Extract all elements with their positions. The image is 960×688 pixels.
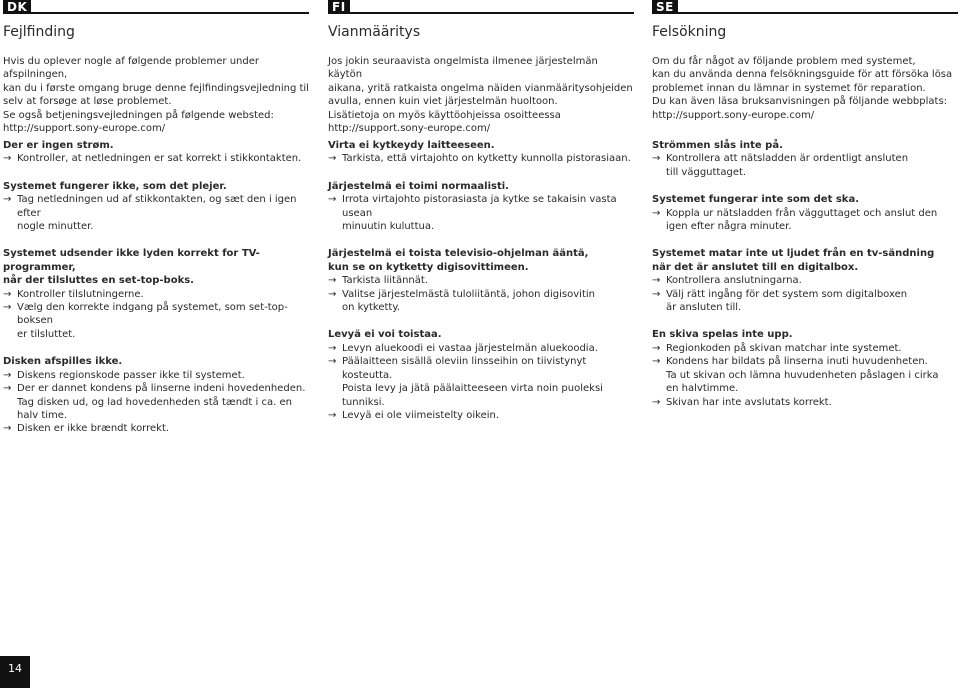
intro-line: problemet innan du lämnar in systemet för reparation. [652, 82, 926, 94]
arrow-icon: → [3, 288, 12, 300]
intro-text [328, 55, 634, 135]
solution-item [3, 301, 309, 341]
problem-section [3, 355, 309, 435]
arrow-icon: → [652, 207, 661, 219]
problem-heading [3, 247, 309, 287]
intro-line: kan du använda denna felsökningsguide för att försöka lösa [652, 69, 953, 81]
solution-line: Skivan har inte avslutats korrekt. [666, 396, 832, 408]
language-tag: SE [652, 0, 678, 14]
solution-item [652, 274, 958, 287]
arrow-icon: → [652, 342, 661, 354]
problem-section [3, 139, 309, 166]
arrow-icon: → [3, 302, 12, 314]
problem-heading [652, 247, 958, 274]
problem-heading [328, 247, 634, 274]
problem-section [652, 247, 958, 314]
arrow-icon: → [328, 288, 337, 300]
problem-heading [3, 355, 309, 368]
solution-item [3, 422, 309, 435]
solution-item [328, 152, 634, 165]
problem-section [328, 139, 634, 166]
arrow-icon: → [652, 153, 661, 165]
solution-line: on kytketty. [342, 302, 401, 314]
section-title: Fejlfinding [3, 24, 75, 40]
heading-line: Disken afspilles ikke. [3, 356, 123, 368]
problem-section [652, 328, 958, 408]
solution-item [652, 342, 958, 355]
arrow-icon: → [652, 356, 661, 368]
solution-item [3, 369, 309, 382]
problem-section [652, 139, 958, 179]
column-se [652, 0, 958, 423]
solution-line: Vælg den korrekte indgang på systemet, som set-top-boksen [17, 302, 288, 327]
solution-line: Levyn aluekoodi ei vastaa järjestelmän aluekoodia. [342, 342, 598, 354]
arrow-icon: → [3, 153, 12, 165]
intro-line: http://support.sony-europe.com/ [328, 123, 491, 135]
header-rule [3, 12, 309, 14]
solution-item [652, 355, 958, 395]
language-tag: DK [3, 0, 31, 14]
solution-line: Kontroller, at netledningen er sat korrekt i stikkontakten. [17, 153, 302, 165]
intro-line: Hvis du oplever nogle af følgende problemer under afspilningen, [3, 56, 260, 81]
arrow-icon: → [328, 194, 337, 206]
solution-line: nogle minutter. [17, 221, 94, 233]
arrow-icon: → [328, 342, 337, 354]
solution-item [652, 288, 958, 315]
intro-text [652, 55, 958, 123]
heading-line: Järjestelmä ei toista televisio-ohjelman ääntä, [328, 248, 589, 260]
solution-line: Välj rätt ingång för det system som digitalboxen [666, 288, 908, 300]
problem-section [328, 328, 634, 422]
solution-line: er tilsluttet. [17, 328, 76, 340]
solution-item [3, 288, 309, 301]
problem-heading [3, 180, 309, 193]
heading-line: Systemet fungerar inte som det ska. [652, 194, 859, 206]
problem-heading [3, 139, 309, 152]
troubleshooting-list [3, 139, 309, 436]
solution-line: till vägguttaget. [666, 166, 747, 178]
solution-line: Kontroller tilslutningerne. [17, 288, 144, 300]
solution-item [328, 409, 634, 422]
heading-line: när det är anslutet till en digitalbox. [652, 261, 859, 273]
intro-line: Lisätietoja on myös käyttöohjeissa osoitteessa [328, 109, 561, 121]
heading-line: Systemet matar inte ut ljudet från en tv-sändning [652, 248, 935, 260]
solution-item [652, 152, 958, 179]
problem-section [3, 247, 309, 341]
solution-line: Poista levy ja jätä päälaitteeseen virta noin puoleksi tunniksi. [342, 383, 603, 408]
solution-line: Tarkista liitännät. [342, 275, 428, 287]
problem-section [652, 193, 958, 233]
column-fi [328, 0, 634, 436]
solution-item [328, 342, 634, 355]
problem-heading [652, 139, 958, 152]
arrow-icon: → [328, 409, 337, 421]
solution-line: Diskens regionskode passer ikke til systemet. [17, 369, 245, 381]
problem-heading [328, 180, 634, 193]
arrow-icon: → [328, 356, 337, 368]
solution-line: minuutin kuluttua. [342, 221, 435, 233]
solution-line: Levyä ei ole viimeistelty oikein. [342, 409, 500, 421]
solution-line: är ansluten till. [666, 302, 742, 314]
arrow-icon: → [3, 383, 12, 395]
problem-heading [328, 328, 634, 341]
solution-item [3, 152, 309, 165]
language-tag: FI [328, 0, 350, 14]
heading-line: Systemet udsender ikke lyden korrekt for TV-programmer, [3, 248, 260, 273]
solution-item [652, 396, 958, 409]
heading-line: Virta ei kytkeydy laitteeseen. [328, 140, 495, 151]
solution-item [3, 382, 309, 422]
solution-line: Der er dannet kondens på linserne indeni hovedenheden. [17, 383, 306, 395]
problem-heading [328, 139, 634, 152]
column-dk [3, 0, 309, 450]
problem-heading [652, 328, 958, 341]
solution-line: Koppla ur nätsladden från vägguttaget och anslut den [666, 207, 938, 219]
troubleshooting-list [652, 139, 958, 409]
arrow-icon: → [3, 369, 12, 381]
arrow-icon: → [652, 288, 661, 300]
solution-line: Tag disken ud, og lad hovedenheden stå tændt i ca. en [17, 396, 292, 408]
arrow-icon: → [3, 194, 12, 206]
arrow-icon: → [652, 396, 661, 408]
solution-line: igen efter några minuter. [666, 221, 792, 233]
language-header [3, 0, 309, 14]
solution-line: en halvtimme. [666, 383, 739, 395]
solution-line: Valitse järjestelmästä tuloliitäntä, johon digisovitin [342, 288, 595, 300]
solution-line: Kondens har bildats på linserna inuti huvudenheten. [666, 356, 928, 368]
solution-line: Ta ut skivan och lämna huvudenheten påslagen i cirka [666, 369, 939, 381]
solution-item [3, 193, 309, 233]
solution-line: Päälaitteen sisällä oleviin linsseihin on tiivistynyt kosteutta. [342, 356, 587, 381]
intro-line: avulla, ennen kuin viet järjestelmän huoltoon. [328, 96, 558, 108]
heading-line: når der tilsluttes en set-top-boks. [3, 275, 194, 287]
solution-line: Kontrollera anslutningarna. [666, 275, 802, 287]
language-header [652, 0, 958, 14]
intro-line: http://support.sony-europe.com/ [652, 109, 815, 121]
intro-line: http://support.sony-europe.com/ [3, 123, 166, 135]
solution-item [328, 193, 634, 233]
heading-line: Systemet fungerer ikke, som det plejer. [3, 180, 227, 192]
solution-line: halv time. [17, 409, 68, 421]
header-rule [652, 12, 958, 14]
language-header [328, 0, 634, 14]
solution-line: Kontrollera att nätsladden är ordentligt ansluten [666, 153, 909, 165]
solution-line: Tarkista, että virtajohto on kytketty kunnolla pistorasiaan. [342, 153, 631, 165]
heading-line: kun se on kytketty digisovittimeen. [328, 261, 529, 273]
solution-line: Regionkoden på skivan matchar inte systemet. [666, 342, 902, 354]
intro-line: kan du i første omgang bruge denne fejlfindingsvejledning til [3, 82, 309, 94]
solution-item [328, 288, 634, 315]
intro-line: Se også betjeningsvejledningen på følgende websted: [3, 109, 274, 121]
arrow-icon: → [652, 275, 661, 287]
solution-item [328, 355, 634, 409]
heading-line: Strömmen slås inte på. [652, 140, 783, 151]
arrow-icon: → [3, 423, 12, 435]
solution-line: Irrota virtajohto pistorasiasta ja kytke se takaisin vasta usean [342, 194, 617, 219]
problem-heading [652, 193, 958, 206]
page-number: 14 [0, 656, 30, 688]
problem-section [3, 180, 309, 234]
intro-line: Jos jokin seuraavista ongelmista ilmenee järjestelmän käytön [328, 56, 598, 81]
section-title: Felsökning [652, 24, 727, 40]
intro-line: Om du får något av följande problem med systemet, [652, 56, 916, 67]
solution-item [328, 274, 634, 287]
heading-line: En skiva spelas inte upp. [652, 329, 793, 341]
intro-text [3, 55, 309, 135]
troubleshooting-list [328, 139, 634, 422]
section-title: Vianmääritys [328, 24, 421, 40]
solution-line: Disken er ikke brændt korrekt. [17, 423, 170, 435]
intro-line: aikana, yritä ratkaista ongelma näiden vianmääritysohjeiden [328, 82, 633, 94]
header-rule [328, 12, 634, 14]
heading-line: Der er ingen strøm. [3, 140, 114, 151]
heading-line: Levyä ei voi toistaa. [328, 329, 442, 341]
intro-line: Du kan även läsa bruksanvisningen på följande webbplats: [652, 96, 948, 108]
problem-section [328, 247, 634, 314]
arrow-icon: → [328, 153, 337, 165]
heading-line: Järjestelmä ei toimi normaalisti. [328, 180, 509, 192]
solution-line: Tag netledningen ud af stikkontakten, og sæt den i igen efter [17, 194, 297, 219]
arrow-icon: → [328, 275, 337, 287]
intro-line: selv at forsøge at løse problemet. [3, 96, 172, 108]
problem-section [328, 180, 634, 234]
solution-item [652, 207, 958, 234]
